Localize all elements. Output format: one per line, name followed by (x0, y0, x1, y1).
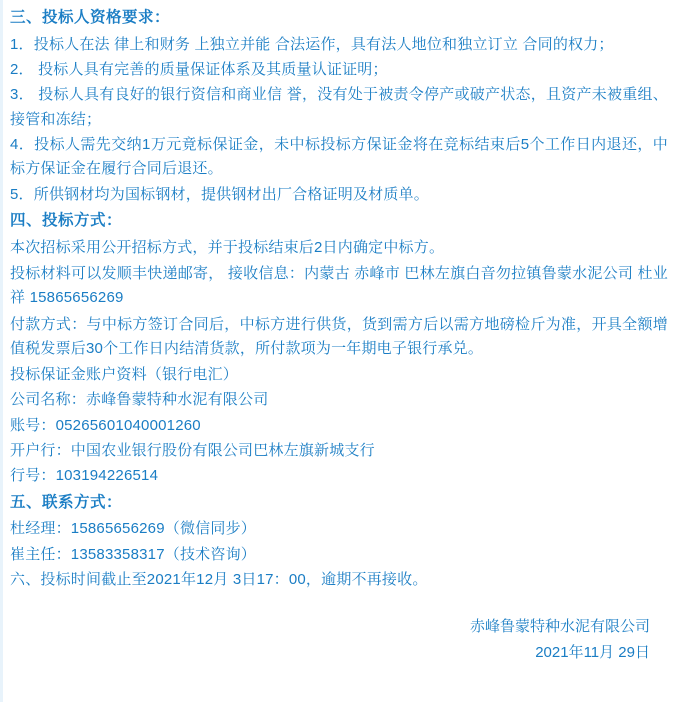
page-left-edge (0, 0, 3, 702)
paragraph-contact-du: 杜经理：15865656269（微信同步） (10, 520, 256, 538)
signature-company: 赤峰鲁蒙特种水泥有限公司 (469, 618, 650, 636)
paragraph: 4．投标人需先交纳1万元竟标保证金，未中标投标方保证金将在竞标结束后5个工作日内退还，中标方保证金在履行合同后退还。 (10, 135, 668, 178)
section-heading-qualification: 三、投标人资格要求： (10, 9, 171, 26)
paragraph: 1．投标人在法 律上和财务 上独立并能 合法运作，具有法人地位和独立订立 合同的权力； (10, 35, 614, 53)
paragraph-deadline: 六、投标时间截止至2021年12月 3日17：00，逾期不再接收。 (10, 571, 428, 589)
paragraph: 5．所供钢材均为国标钢材，提供钢材出厂合格证明及材质单。 (10, 185, 429, 203)
paragraph-bank-branch: 开户行：中国农业银行股份有限公司巴林左旗新城支行 (10, 442, 375, 460)
paragraph: 付款方式：与中标方签订合同后，中标方进行供货，货到需方后以需方地磅检斤为准，开具全额增值税发票后30个工作日内结清货款，所付款项为一年期电子银行承兑。 (10, 315, 668, 357)
paragraph: 投标材料可以发顺丰快递邮寄， 接收信息：内蒙古 赤峰市 巴林左旗白音勿拉镇鲁蒙水泥公司 杜业祥 15865656269 (10, 264, 668, 307)
paragraph-contact-cui: 崔主任：13583358317（技术咨询） (10, 545, 256, 563)
paragraph: 本次招标采用公开招标方式，并于投标结束后2日内确定中标方。 (10, 238, 445, 256)
paragraph: 2． 投标人具有完善的质量保证体系及其质量认证证明； (10, 61, 388, 79)
section-heading-contact: 五、联系方式： (10, 493, 123, 511)
paragraph-company-name: 公司名称：赤峰鲁蒙特种水泥有限公司 (10, 391, 269, 409)
signature-date: 2021年11月 29日 (535, 643, 650, 661)
paragraph-bank-code: 行号：103194226514 (10, 467, 159, 485)
paragraph-account-number: 账号：05265601040001260 (10, 416, 201, 434)
paragraph: 3． 投标人具有良好的银行资信和商业信 誉，没有处于被责令停产或破产状态，且资产未被重组、接管和冻结； (10, 86, 668, 128)
section-heading-bidding-method: 四、投标方式： (10, 211, 123, 229)
signature-block (10, 614, 668, 665)
paragraph: 投标保证金账户资料（银行电汇） (10, 366, 239, 384)
